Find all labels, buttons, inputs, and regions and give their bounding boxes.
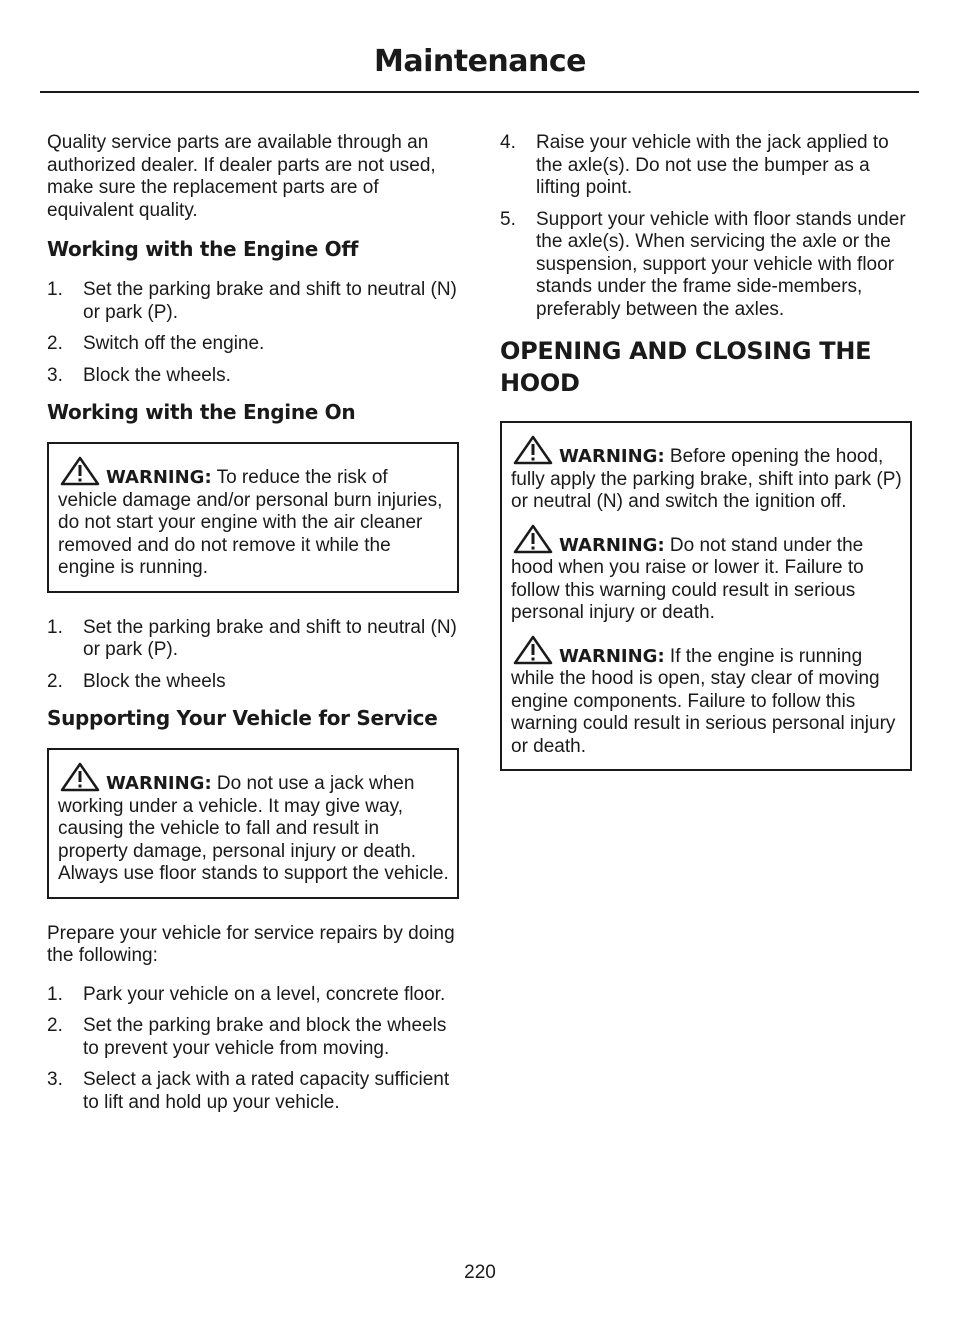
warning-text: Do not stand under the hood when you raise or lower it. Failure to follow this warning could result in serious personal injury or death. [511,534,864,623]
hood-warning-box [500,421,912,771]
warning-label: WARNING: [106,773,212,794]
list-item: 2. Set the parking brake and block the wheels to prevent your vehicle from moving. [47,1015,447,1059]
hood-section-heading: OPENING AND CLOSING THE HOOD [500,337,872,397]
warning-triangle-icon [511,524,555,554]
warning-item [58,456,449,580]
warning-triangle-icon [58,456,102,486]
warning-text: If the engine is running while the hood is open, stay clear of moving engine components. Failure to follow this warning could result in serious personal injury or death. [511,645,896,757]
left-column [47,132,459,1128]
engine-on-heading: Working with the Engine On [47,400,356,424]
supporting-steps-continued [500,132,912,321]
warning-box [47,442,459,593]
warning-text: Before opening the hood, fully apply the parking brake, shift into park (P) or neutral (N) and switch the ignition off. [511,446,902,512]
list-item: 1. Set the parking brake and shift to neutral (N) or park (P). [47,279,457,323]
supporting-steps [47,984,459,1115]
engine-off-steps [47,279,459,387]
warning-triangle-icon [58,762,102,792]
engine-off-heading: Working with the Engine Off [47,237,359,261]
warning-text: Do not use a jack when working under a vehicle. It may give way, causing the vehicle to fall and result in property damage, personal injury or death. Always use floor stands to support the vehicle. [58,773,449,884]
warning-item [511,524,902,625]
warning-label: WARNING: [106,467,212,488]
list-item: 1. Park your vehicle on a level, concrete floor. [47,983,446,1005]
warning-triangle-icon [511,635,555,665]
supporting-intro: Prepare your vehicle for service repairs by doing the following: [47,922,455,966]
list-item: 3. Select a jack with a rated capacity sufficient to lift and hold up your vehicle. [47,1069,450,1113]
right-column [500,132,912,795]
list-item: 1. Set the parking brake and shift to neutral (N) or park (P). [47,616,457,660]
list-item: 4. Raise your vehicle with the jack applied to the axle(s). Do not use the bumper as a lifting point. [500,132,889,198]
list-item: 3. Block the wheels. [47,364,231,386]
warning-text: To reduce the risk of vehicle damage and/or personal burn injuries, do not start your engine with the air cleaner removed and do not remove it while the engine is running. [58,467,443,578]
header-divider [40,91,919,93]
warning-triangle-icon [511,435,555,465]
page-number: 220 [464,1262,496,1283]
warning-label: WARNING: [559,534,665,556]
engine-on-steps [47,617,459,694]
warning-item [58,762,449,886]
warning-label: WARNING: [559,446,665,467]
warning-box [47,748,459,899]
intro-paragraph: Quality service parts are available through an authorized dealer. If dealer parts are not used, make sure the replacement parts are of equivalent quality. [47,132,436,221]
supporting-heading: Supporting Your Vehicle for Service [47,706,438,730]
warning-item [511,435,902,514]
warning-item [511,635,902,759]
list-item: 2. Block the wheels [47,670,226,692]
page-title: Maintenance [373,44,586,79]
list-item: 2. Switch off the engine. [47,333,265,354]
list-item: 5. Support your vehicle with floor stands under the axle(s). When servicing the axle or the suspension, support your vehicle with floor stands under the frame side-members, preferably between the axles. [500,208,906,320]
warning-label: WARNING: [559,645,665,667]
